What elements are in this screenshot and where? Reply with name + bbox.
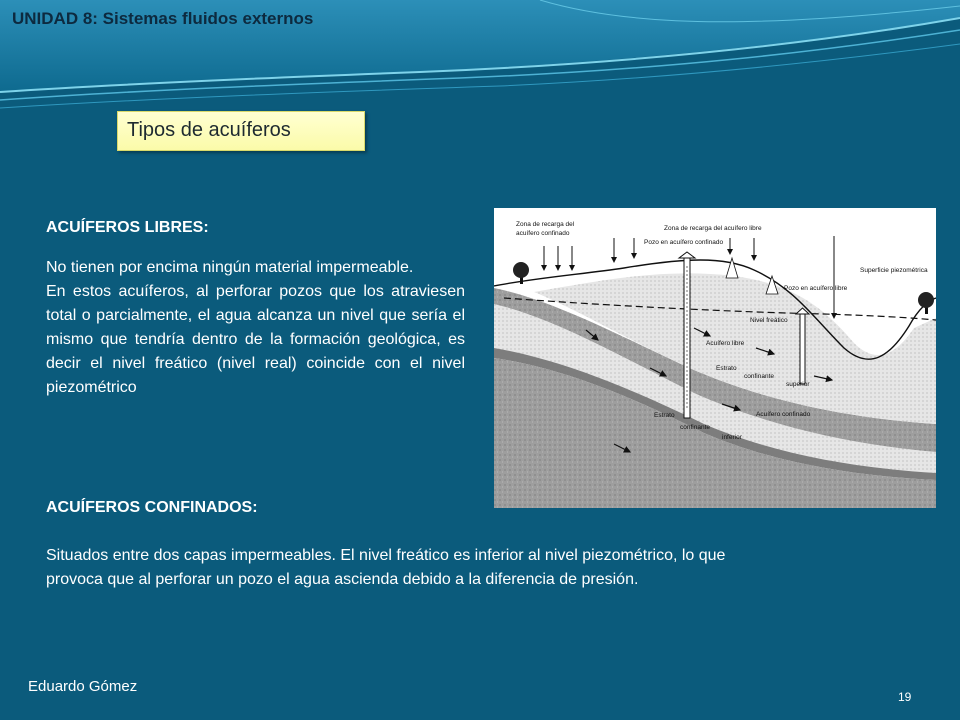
- confinados-paragraph: Situados entre dos capas impermeables. El nivel freático es inferior al nivel piezométrico, lo que provoca que al perforar un pozo el agua ascienda debido a la diferencia de presión.: [46, 547, 726, 588]
- confined-aquifer-label: Acuífero confinado: [756, 411, 811, 418]
- free-aquifer-label: Acuífero libre: [706, 340, 745, 347]
- lower-stratum-label-2: confinante: [680, 424, 710, 431]
- libres-paragraph-1: No tienen por encima ningún material impermeable.: [46, 259, 414, 276]
- recharge-free-label: Zona de recarga del acuífero libre: [664, 225, 762, 232]
- water-table-label: Nivel freático: [750, 317, 788, 324]
- piezometric-surface-label: Superficie piezométrica: [860, 267, 928, 274]
- libres-section: [46, 216, 465, 400]
- lower-stratum-label-3: inferior: [722, 434, 742, 441]
- upper-stratum-label-1: Estrato: [716, 365, 737, 372]
- lower-stratum-label-1: Estrato: [654, 412, 675, 419]
- recharge-confined-label-line1: Zona de recarga del: [516, 221, 575, 228]
- free-well-label: Pozo en acuífero libre: [784, 285, 848, 292]
- topic-label: Tipos de acuíferos: [117, 111, 365, 151]
- confinados-section: [46, 496, 766, 592]
- confinados-heading: ACUÍFEROS CONFINADOS:: [46, 499, 258, 516]
- libres-paragraph-2: En estos acuíferos, al perforar pozos que los atraviesen total o parcialmente, el agua alcanza un nivel que sería el mismo que tendría dentro de la formación geológica, es decir el nivel freático (nivel real) coincide con el nivel piezométrico: [46, 283, 465, 396]
- author-name: Eduardo Gómez: [28, 678, 138, 695]
- unit-title: UNIDAD 8: Sistemas fluidos externos: [12, 9, 314, 28]
- confined-well-label: Pozo en acuífero confinado: [644, 239, 724, 246]
- upper-stratum-label-3: superior: [786, 381, 810, 388]
- recharge-confined-label-line2: acuífero confinado: [516, 230, 570, 237]
- libres-heading: ACUÍFEROS LIBRES:: [46, 219, 209, 236]
- aquifer-diagram: [494, 208, 936, 508]
- upper-stratum-label-2: confinante: [744, 373, 774, 380]
- page-number: 19: [898, 690, 912, 704]
- bush-icon: [918, 292, 934, 314]
